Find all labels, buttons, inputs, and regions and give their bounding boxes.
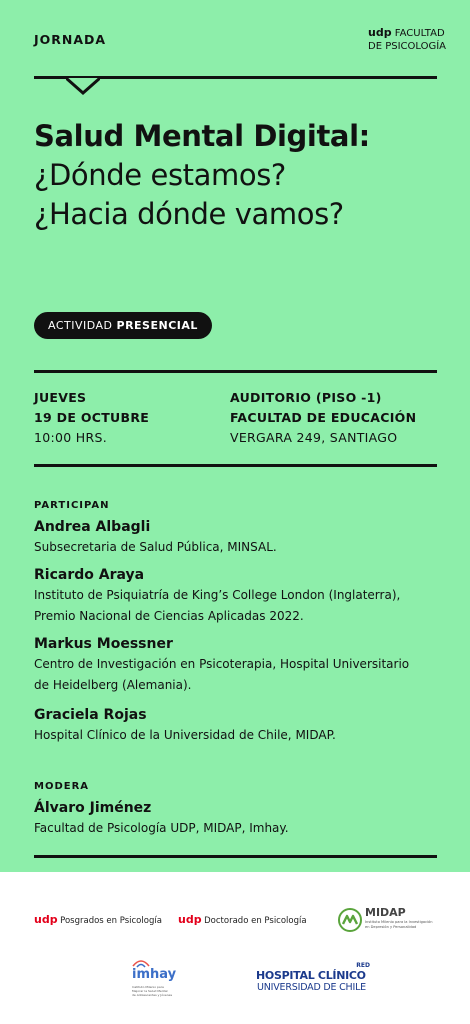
footer-divider	[34, 855, 437, 858]
imhay-subtitle-3: de Adolescentes y Jóvenes	[132, 993, 173, 997]
participant-name: Ricardo Araya	[34, 567, 145, 583]
udp-logo-text: udp	[368, 26, 392, 39]
doctorado-text: Doctorado en Psicología	[204, 916, 307, 926]
event-type-label: JORNADA	[34, 32, 107, 47]
participant-role: Centro de Investigación en Psicoterapia, Hospital Universitario	[34, 657, 410, 671]
badge-emphasis: PRESENCIAL	[116, 319, 198, 332]
participant-item	[34, 705, 444, 746]
sponsor-logos	[0, 872, 470, 1024]
udp-doctorado-logo	[178, 913, 307, 926]
brand-line1: FACULTAD	[394, 28, 445, 39]
participant-name: Markus Moessner	[34, 636, 173, 652]
hospital-name: HOSPITAL CLÍNICO	[256, 969, 366, 982]
participant-role-continued: Premio Nacional de Ciencias Aplicadas 2022.	[34, 609, 304, 623]
brand-line2: DE PSICOLOGÍA	[368, 41, 447, 52]
participants-label: PARTICIPAN	[34, 500, 110, 511]
info-top-divider	[34, 370, 437, 373]
participant-role-continued: de Heidelberg (Alemania).	[34, 678, 192, 692]
midap-subtitle-2: en Depresión y Personalidad	[365, 925, 417, 929]
moderator-role: Facultad de Psicología UDP, MIDAP, Imhay.	[34, 821, 289, 835]
imhay-subtitle-1: Instituto Milenio para	[132, 985, 164, 989]
moderator-label: MODERA	[34, 781, 90, 792]
udp-posgrados-logo	[34, 913, 162, 926]
venue-address: VERGARA 249, SANTIAGO	[230, 430, 398, 445]
moderator-item	[34, 798, 444, 839]
activity-mode-badge	[34, 312, 212, 339]
posgrados-text: Posgrados en Psicología	[60, 916, 162, 926]
udp-logo-text: udp	[34, 913, 58, 926]
event-day: JUEVES	[34, 390, 87, 405]
participant-item	[34, 565, 444, 627]
imhay-logo	[128, 958, 178, 1002]
imhay-text: imhay	[132, 967, 177, 982]
midap-subtitle-1: Instituto Milenio para la Investigación	[365, 920, 433, 924]
title-line-2: ¿Dónde estamos?	[34, 158, 286, 192]
faculty-brand	[368, 26, 446, 53]
event-time: 10:00 HRS.	[34, 430, 107, 445]
location-block	[230, 388, 416, 448]
udp-logo-text: udp	[178, 913, 202, 926]
info-bottom-divider	[34, 464, 437, 467]
participant-name: Graciela Rojas	[34, 707, 147, 723]
midap-logo	[338, 906, 438, 936]
participant-role: Subsecretaria de Salud Pública, MINSAL.	[34, 540, 277, 554]
hospital-clinico-logo	[256, 962, 376, 995]
participant-name: Andrea Albagli	[34, 519, 151, 535]
title-line-3: ¿Hacia dónde vamos?	[34, 197, 344, 231]
event-date: 19 DE OCTUBRE	[34, 410, 150, 425]
hospital-university: UNIVERSIDAD DE CHILE	[257, 982, 366, 993]
red-text: RED	[356, 962, 370, 969]
midap-emblem-icon	[338, 908, 362, 932]
venue-name: AUDITORIO (PISO -1)	[230, 390, 382, 405]
moderator-name: Álvaro Jiménez	[34, 800, 152, 816]
event-title	[34, 117, 444, 234]
participant-item	[34, 517, 444, 558]
participant-item	[34, 634, 444, 696]
badge-prefix: ACTIVIDAD	[48, 319, 117, 332]
midap-text: MIDAP	[365, 906, 406, 919]
title-line-1: Salud Mental Digital:	[34, 119, 370, 153]
participant-role: Hospital Clínico de la Universidad de Chile, MIDAP.	[34, 728, 336, 742]
venue-faculty: FACULTAD DE EDUCACIÓN	[230, 410, 417, 425]
speech-notch-icon	[66, 77, 100, 95]
imhay-subtitle-2: Mejorar la Salud Mental	[132, 989, 168, 993]
participant-role: Instituto de Psiquiatría de King’s College London (Inglaterra),	[34, 588, 401, 602]
date-time-block	[34, 388, 149, 448]
